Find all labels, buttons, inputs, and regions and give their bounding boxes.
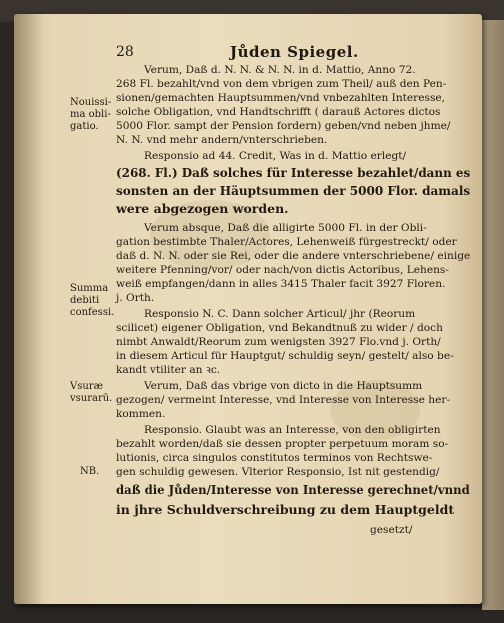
text-line: 268 Fl. bezahlt/vnd von dem vbrigen zum Theil/ auß den Pen- [116, 78, 447, 90]
text-line: Verum absque, Daß die alligirte 5000 Fl. in der Obli- [144, 222, 427, 234]
text-line: sonsten an der Häuptsummen der 5000 Flor. damals [116, 183, 471, 198]
text-line: sionen/gemachten Hauptsummen/vnd vnbezahlten Interesse, [116, 92, 446, 104]
margin-note-line: Summa [70, 283, 109, 294]
text-line: kommen. [116, 408, 166, 420]
margin-note-line: vsurarū. [70, 393, 113, 404]
page-number: 28 [116, 44, 134, 60]
text-line: N. N. vnd mehr andern/vnterschrieben. [116, 134, 328, 146]
text-line: Responsio. Glaubt was an Interesse, von den obligirten [144, 424, 441, 436]
text-line: (268. Fl.) Daß solches für Interesse bezahlet/dann es [116, 165, 471, 180]
text-line: bezahlt worden/daß sie dessen propter perpetuum moram so- [116, 438, 449, 450]
text-line: scilicet) eigener Obligation, vnd Bekandtnuß zu wider / doch [116, 322, 443, 334]
text-line: j. Orth. [116, 292, 155, 304]
margin-note-line: NB. [80, 466, 100, 477]
text-line: 5000 Flor. sampt der Pension fordern) geben/vnd neben jhme/ [116, 120, 451, 132]
margin-note-line: gatio. [70, 121, 99, 132]
text-line: gen schuldig gewesen. Vlterior Responsio, Ist nit gestendig/ [116, 466, 440, 478]
catchword: gesetzt/ [370, 524, 413, 536]
text-line: gation bestimbte Thaler/Actores, Lehenweiß fürgestreckt/ oder [116, 236, 457, 248]
text-line: nimbt Anwaldt/Reorum zum wenigsten 3927 Flo.vnd j. Orth/ [116, 336, 441, 348]
text-line: daß die Jůden/Interesse von Interesse gerechnet/vnnd [116, 482, 470, 497]
text-line: Verum, Daß d. N. N. & N. N. in d. Mattio, Anno 72. [144, 64, 416, 76]
text-line: were abgezogen worden. [116, 201, 289, 216]
margin-note-line: ma obli- [70, 109, 111, 120]
margin-note-line: Vsuræ [70, 381, 103, 392]
margin-note-line: Nouissi- [70, 97, 112, 108]
running-head: Jůden Spiegel. [230, 43, 359, 61]
margin-note-line: confessi. [70, 307, 115, 318]
facing-page-edge [482, 20, 504, 610]
text-line: in jhre Schuldverschreibung zu dem Hauptgeldt [116, 502, 455, 517]
text-line: lutionis, circa singulos constitutos terminos von Rechtswe- [116, 452, 433, 464]
margin-note-line: debiti [70, 295, 100, 306]
text-line: Verum, Daß das vbrige von dicto in die Hauptsumm [144, 380, 423, 392]
text-line: gezogen/ vermeint Interesse, vnd Interesse von Interesse her- [116, 394, 451, 406]
text-line: Responsio ad 44. Credit, Was in d. Mattio erlegt/ [144, 150, 407, 162]
text-line: weitere Pfenning/vor/ oder nach/von dictis Actoribus, Lehens- [116, 264, 449, 276]
text-line: Responsio N. C. Dann solcher Articul/ jhr (Reorum [144, 308, 416, 320]
text-line: daß d. N. N. oder sie Rei, oder die andere vnterschriebene/ einige [116, 250, 471, 262]
page-gutter-shadow [14, 14, 44, 604]
text-line: weiß empfangen/dann in alles 3415 Thaler facit 3927 Floren. [116, 278, 446, 290]
text-line: kandt vtiliter an ꝛc. [116, 364, 221, 376]
text-line: solche Obligation, vnd Handtschrifft ( darauß Actores dictos [116, 106, 441, 118]
text-line: in diesem Articul für Hauptgut/ schuldig seyn/ gestelt/ also be- [116, 350, 454, 362]
